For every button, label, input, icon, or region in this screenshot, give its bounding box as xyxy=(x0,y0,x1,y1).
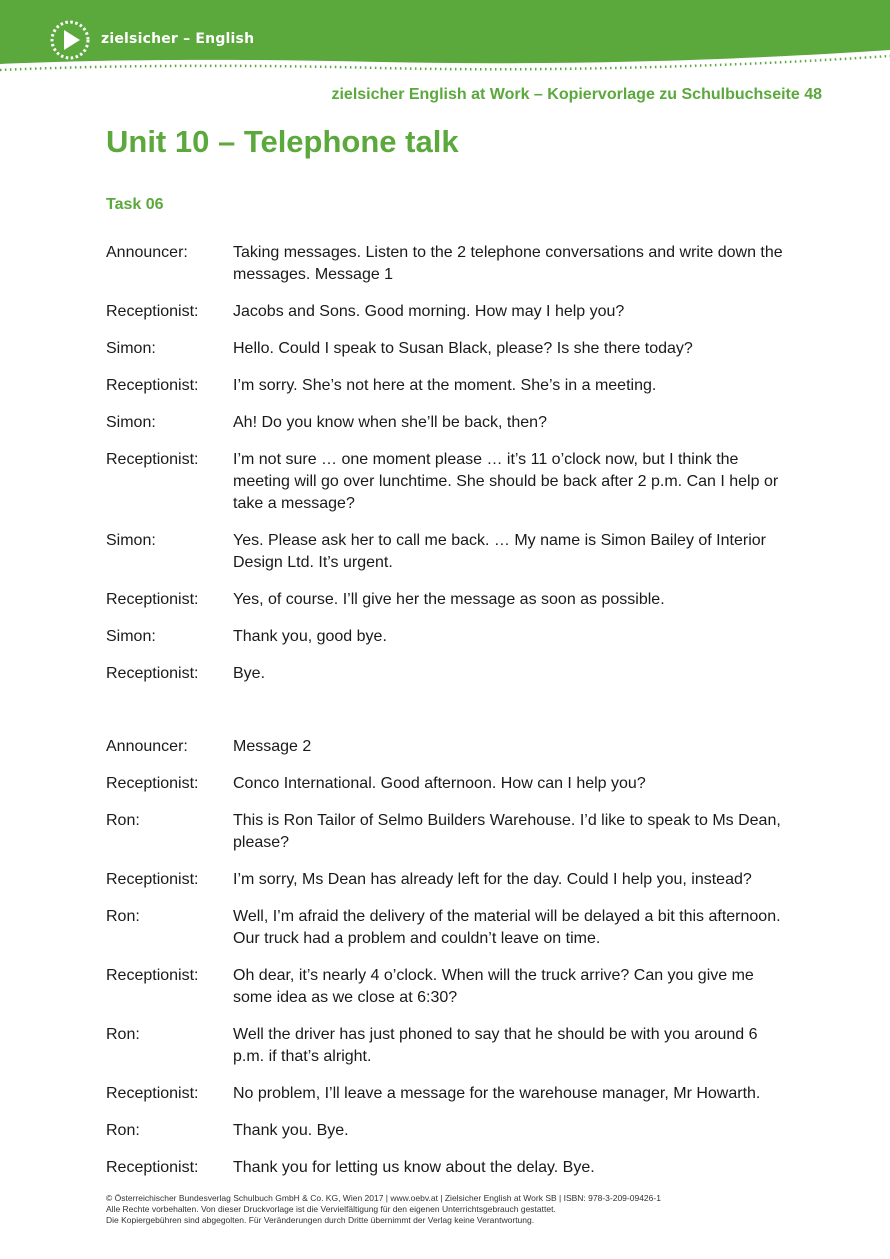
dialogue-line: Message 2 xyxy=(233,738,312,755)
dialogue-line: This is Ron Tailor of Selmo Builders Warehouse. I’d like to speak to Ms Dean, please? xyxy=(233,812,781,851)
speaker-name: Ron: xyxy=(106,1122,140,1139)
speaker-name: Receptionist: xyxy=(106,967,199,984)
speaker-name: Receptionist: xyxy=(106,377,199,394)
speaker-name: Announcer: xyxy=(106,738,188,755)
dialogue-row xyxy=(106,810,806,854)
dialogue-line: Oh dear, it’s nearly 4 o’clock. When will the truck arrive? Can you give me some idea as we close at 6:30? xyxy=(233,967,754,1006)
dialogue-line: Yes, of course. I’ll give her the message as soon as possible. xyxy=(233,591,665,608)
brand-name: zielsicher – English xyxy=(101,31,255,47)
dialogue-row xyxy=(106,338,806,360)
dialogue-line: Hello. Could I speak to Susan Black, please? Is she there today? xyxy=(233,340,693,357)
dialogue-row xyxy=(106,1083,806,1105)
dialogue-line: Conco International. Good afternoon. How can I help you? xyxy=(233,775,646,792)
page-title: Unit 10 – Telephone talk xyxy=(106,124,459,159)
speaker-name: Ron: xyxy=(106,908,140,925)
dialogue-row xyxy=(106,242,806,286)
speaker-name: Ron: xyxy=(106,1026,140,1043)
dialogue-line: Thank you. Bye. xyxy=(233,1122,349,1139)
dialogue-row xyxy=(106,589,806,611)
dialogue-row xyxy=(106,736,806,758)
dialogue-line: I’m sorry, Ms Dean has already left for the day. Could I help you, instead? xyxy=(233,871,752,888)
speaker-name: Simon: xyxy=(106,340,156,357)
footer-line: Alle Rechte vorbehalten. Von dieser Druckvorlage ist die Vervielfältigung für den eigenen Unterrichtsgebrauch gestattet. xyxy=(106,1204,556,1214)
dialogue-line: Ah! Do you know when she’ll be back, then? xyxy=(233,414,547,431)
dialogue-row xyxy=(106,1120,806,1142)
speaker-name: Receptionist: xyxy=(106,451,199,468)
dialogue-line: Yes. Please ask her to call me back. … My name is Simon Bailey of Interior Design Ltd. It’s urgent. xyxy=(233,532,766,571)
dialogue-line: I’m sorry. She’s not here at the moment. She’s in a meeting. xyxy=(233,377,657,394)
speaker-name: Announcer: xyxy=(106,244,188,261)
dialogue-row xyxy=(106,375,806,397)
speaker-name: Receptionist: xyxy=(106,775,199,792)
dialogue-line: Thank you for letting us know about the delay. Bye. xyxy=(233,1159,595,1176)
dialogue-row xyxy=(106,663,806,685)
dialogue-line: Bye. xyxy=(233,665,266,682)
dialogue-line: I’m not sure … one moment please … it’s 11 o’clock now, but I think the meeting will go over lunchtime. She should be back after 2 p.m. Can I help or take a message? xyxy=(233,451,779,512)
speaker-name: Simon: xyxy=(106,414,156,431)
dialogue-line: Thank you, good bye. xyxy=(233,628,387,645)
dialogue-row xyxy=(106,906,806,950)
speaker-name: Simon: xyxy=(106,532,156,549)
speaker-name: Ron: xyxy=(106,812,140,829)
task-label: Task 06 xyxy=(106,196,164,213)
dialogue-row xyxy=(106,412,806,434)
dialogue-row xyxy=(106,965,806,1009)
speaker-name: Simon: xyxy=(106,628,156,645)
dialogue-row xyxy=(106,449,806,515)
dialogue-line: Taking messages. Listen to the 2 telephone conversations and write down the messages. Message 1 xyxy=(233,244,783,283)
speaker-name: Receptionist: xyxy=(106,591,199,608)
speaker-name: Receptionist: xyxy=(106,1085,199,1102)
dialogue-line: No problem, I’ll leave a message for the warehouse manager, Mr Howarth. xyxy=(233,1085,761,1102)
dialogue-row xyxy=(106,1157,806,1179)
dialogue-row xyxy=(106,1024,806,1068)
copyright-footer xyxy=(106,1193,661,1226)
dialogue-transcript xyxy=(106,242,806,1194)
dialogue-row xyxy=(106,530,806,574)
speaker-name: Receptionist: xyxy=(106,303,199,320)
dialogue-line: Well, I’m afraid the delivery of the material will be delayed a bit this afternoon. Our truck had a problem and couldn’t leave on time. xyxy=(233,908,781,947)
footer-line: Die Kopiergebühren sind abgegolten. Für Veränderungen durch Dritte übernimmt der Verlag keine Verantwortung. xyxy=(106,1215,535,1225)
dialogue-line: Well the driver has just phoned to say that he should be with you around 6 p.m. if that’s alright. xyxy=(233,1026,758,1065)
footer-line: © Österreichischer Bundesverlag Schulbuch GmbH & Co. KG, Wien 2017 | www.oebv.at | Zielsicher English at Work SB | ISBN: 978-3-209-09426-1 xyxy=(106,1193,661,1203)
speaker-name: Receptionist: xyxy=(106,1159,199,1176)
speaker-name: Receptionist: xyxy=(106,871,199,888)
dialogue-row xyxy=(106,301,806,323)
dialogue-line: Jacobs and Sons. Good morning. How may I help you? xyxy=(233,303,625,320)
dialogue-row xyxy=(106,626,806,648)
dialogue-row xyxy=(106,773,806,795)
speaker-name: Receptionist: xyxy=(106,665,199,682)
dialogue-row xyxy=(106,869,806,891)
page-subheader: zielsicher English at Work – Kopiervorlage zu Schulbuchseite 48 xyxy=(331,86,822,103)
